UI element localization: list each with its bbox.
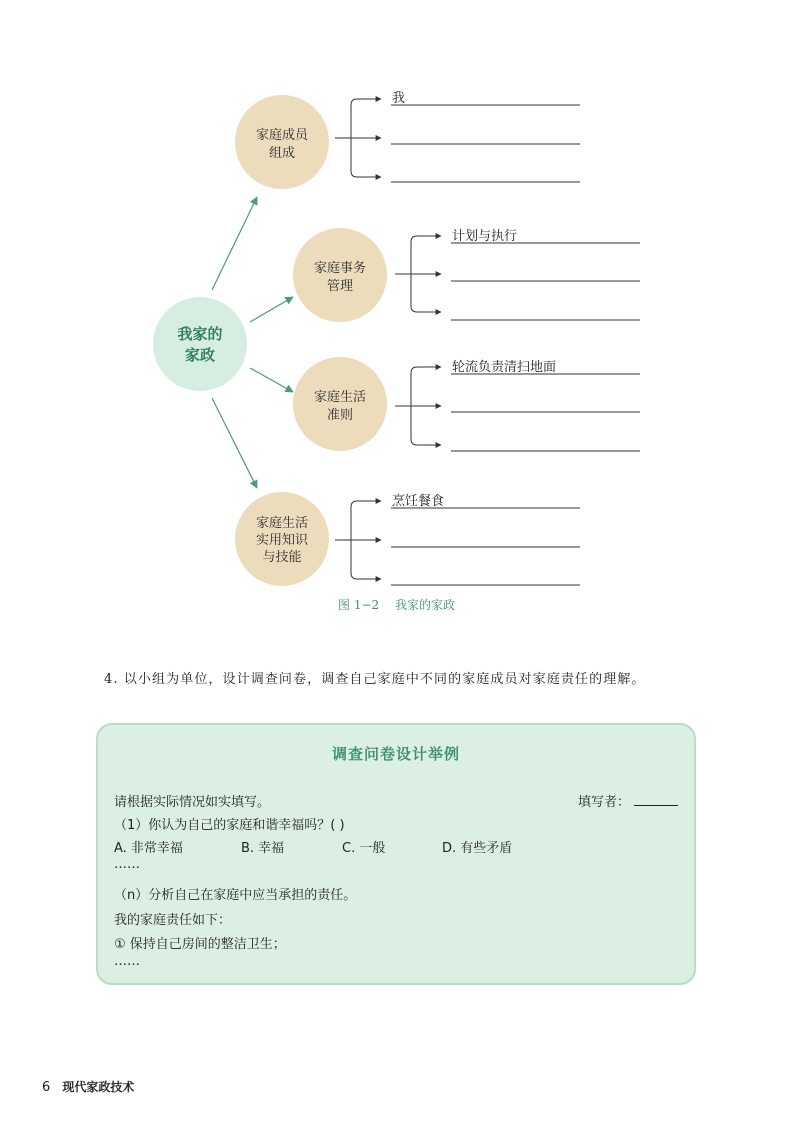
survey-title: 调查问卷设计举例 [331, 745, 460, 763]
rules-item-1: 轮流负责清扫地面 [452, 360, 557, 375]
filler-blank [634, 793, 678, 806]
branch-management-label-2: 管理 [326, 279, 354, 294]
duty-1: ① 保持自己房间的整洁卫生； [114, 937, 286, 952]
branch-rules-label-2: 准则 [326, 408, 354, 423]
center-circle [153, 297, 247, 391]
option-b: B. 幸福 [241, 841, 285, 856]
filler-label: 填写者： [577, 795, 630, 810]
figure-title: 我家的家政 [394, 598, 455, 612]
task-instruction: 4. 以小组为单位，设计调查问卷，调查自己家庭中不同的家庭成员对家庭责任的理解。 [104, 672, 646, 687]
branch-skills-label-3: 与技能 [262, 550, 302, 565]
arrow-to-members [212, 197, 257, 290]
survey-example-box [96, 723, 696, 985]
option-d: D. 有些矛盾 [442, 841, 513, 856]
branch-members-label-2: 组成 [268, 146, 296, 161]
option-c: C. 一般 [342, 841, 386, 856]
survey-instruction: 请根据实际情况如实填写。 [114, 795, 271, 810]
management-item-1: 计划与执行 [452, 229, 518, 244]
figure-caption [0, 596, 793, 613]
arrow-to-management [250, 297, 293, 322]
ellipsis-2: …… [114, 954, 140, 969]
page-footer [42, 1078, 134, 1095]
branch-rules-label-1: 家庭生活 [313, 390, 367, 405]
duty-intro: 我的家庭责任如下： [114, 913, 232, 928]
ellipsis-1: …… [114, 857, 140, 872]
branch-management-label-1: 家庭事务 [313, 261, 367, 276]
page-number: 6 [42, 1080, 51, 1095]
arrow-to-rules [250, 368, 293, 392]
skills-item-1: 烹饪餐食 [392, 494, 445, 509]
question-1: （1）你认为自己的家庭和谐幸福吗？( ) [114, 818, 345, 833]
branch-members-label-1: 家庭成员 [255, 128, 309, 143]
figure-number: 图 1−2 [338, 598, 380, 612]
center-label-line1: 我家的 [177, 325, 223, 343]
option-a: A. 非常幸福 [114, 841, 183, 856]
branch-skills-label-1: 家庭生活 [255, 516, 309, 531]
book-title: 现代家政技术 [62, 1080, 135, 1094]
branch-skills-label-2: 实用知识 [255, 533, 309, 548]
center-label-line2: 家政 [184, 346, 216, 364]
arrow-to-skills [212, 398, 257, 488]
question-n: （n）分析自己在家庭中应当承担的责任。 [114, 888, 357, 903]
members-item-1: 我 [392, 91, 406, 106]
filler-field [578, 791, 678, 810]
